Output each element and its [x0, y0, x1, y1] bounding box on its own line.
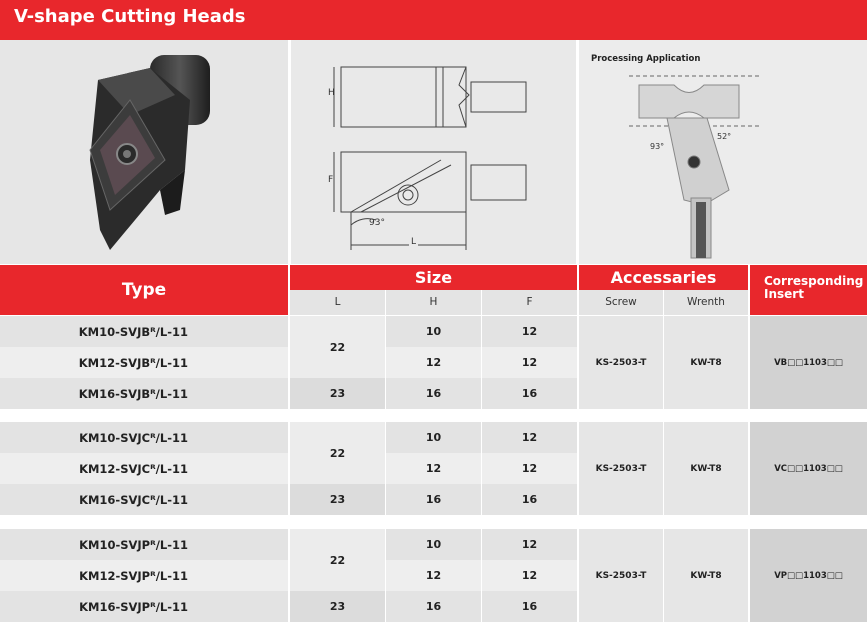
sub-header-H: H — [386, 290, 481, 315]
application-panel — [579, 40, 867, 264]
h-cell: 16 — [386, 378, 481, 409]
l-cell: 23 — [290, 378, 385, 409]
screw-cell: KS-2503-T — [579, 316, 663, 409]
application-label: Processing Application — [591, 54, 701, 64]
technical-drawing-panel — [291, 40, 576, 264]
technical-drawing — [291, 40, 576, 264]
page-title: V-shape Cutting Heads — [14, 6, 246, 27]
h-cell: 10 — [386, 422, 481, 453]
f-cell: 12 — [482, 453, 577, 484]
accessories-header: Accessaries — [579, 265, 748, 290]
wrench-cell: KW-T8 — [664, 316, 748, 409]
type-cell: KM16-SVJCᴿ/L-11 — [0, 484, 288, 515]
type-cell: KM12-SVJPᴿ/L-11 — [0, 560, 288, 591]
h-cell: 12 — [386, 453, 481, 484]
l-cell-merged: 22 — [290, 529, 385, 591]
sub-header-F: F — [482, 290, 577, 315]
h-cell: 10 — [386, 316, 481, 347]
dim-L-label: L — [411, 237, 417, 247]
f-cell: 12 — [482, 347, 577, 378]
wrench-cell: KW-T8 — [664, 529, 748, 622]
h-cell: 12 — [386, 560, 481, 591]
insert-cell: VB□□1103□□ — [750, 316, 867, 409]
type-header: Type — [0, 265, 288, 315]
sub-header-screw: Screw — [579, 290, 663, 315]
application-diagram — [579, 40, 867, 264]
size-header: Size — [290, 265, 577, 290]
wrench-cell: KW-T8 — [664, 422, 748, 515]
type-cell: KM16-SVJPᴿ/L-11 — [0, 591, 288, 622]
type-cell: KM12-SVJCᴿ/L-11 — [0, 453, 288, 484]
f-cell: 16 — [482, 484, 577, 515]
l-cell-merged: 22 — [290, 316, 385, 378]
sub-header-wrench: Wrenth — [664, 290, 748, 315]
dim-H-label: H — [328, 88, 335, 98]
angle-right-label: 52° — [717, 132, 732, 141]
type-cell: KM16-SVJBᴿ/L-11 — [0, 378, 288, 409]
l-cell: 23 — [290, 484, 385, 515]
type-cell: KM12-SVJBᴿ/L-11 — [0, 347, 288, 378]
insert-header: Corresponding Insert — [750, 265, 867, 315]
dim-F-label: F — [328, 175, 334, 185]
f-cell: 16 — [482, 378, 577, 409]
f-cell: 12 — [482, 529, 577, 560]
h-cell: 10 — [386, 529, 481, 560]
sub-header-L: L — [290, 290, 385, 315]
product-photo-panel — [0, 40, 288, 264]
f-cell: 12 — [482, 560, 577, 591]
type-cell: KM10-SVJBᴿ/L-11 — [0, 316, 288, 347]
screw-cell: KS-2503-T — [579, 529, 663, 622]
l-cell-merged: 22 — [290, 422, 385, 484]
insert-cell: VC□□1103□□ — [750, 422, 867, 515]
angle-label: 93° — [369, 218, 385, 228]
f-cell: 12 — [482, 422, 577, 453]
f-cell: 16 — [482, 591, 577, 622]
angle-left-label: 93° — [650, 142, 665, 151]
h-cell: 16 — [386, 591, 481, 622]
h-cell: 12 — [386, 347, 481, 378]
insert-cell: VP□□1103□□ — [750, 529, 867, 622]
type-cell: KM10-SVJCᴿ/L-11 — [0, 422, 288, 453]
l-cell: 23 — [290, 591, 385, 622]
type-cell: KM10-SVJPᴿ/L-11 — [0, 529, 288, 560]
h-cell: 16 — [386, 484, 481, 515]
cutting-head-photo — [0, 40, 288, 264]
screw-cell: KS-2503-T — [579, 422, 663, 515]
f-cell: 12 — [482, 316, 577, 347]
